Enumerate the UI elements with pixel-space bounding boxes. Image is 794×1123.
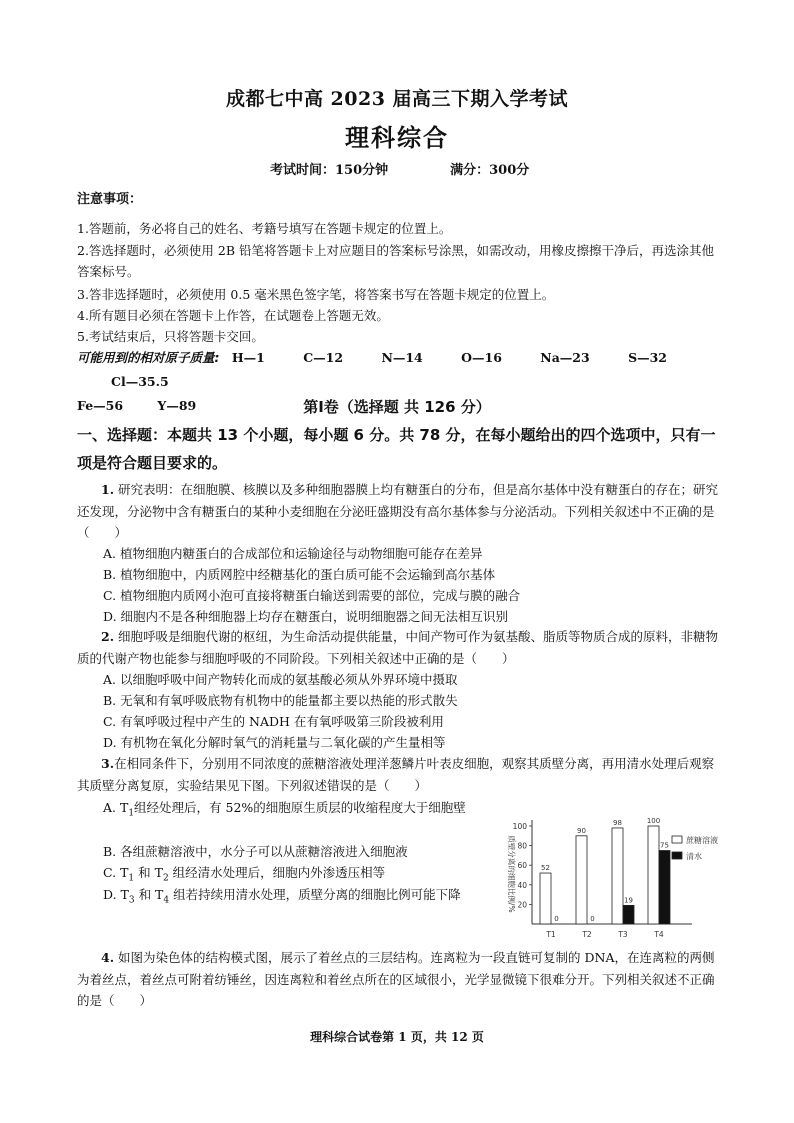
question-3-option-a: [77, 797, 477, 825]
question-3-stem: 在相同条件下，分别用不同浓度的蔗糖溶液处理洋葱鳞片叶表皮细胞，观察其质壁分离，再用清水处理后观察其质壁分离复原，实验结果见下图。下列叙述错误的是（ ）: [77, 756, 715, 793]
chart-value-label-sucrose-t4: 100: [646, 817, 661, 825]
question-1-stem: 研究表明：在细胞膜、核膜以及多种细胞器膜上均有糖蛋白的分布，但是高尔基体中没有糖蛋白的存在；研究还发现，分泌物中含有糖蛋白的某种小麦细胞在分泌旺盛期没有高尔基体参与分泌活动。下列相关叙述中不正确的是（ ）: [77, 482, 719, 540]
chart-ytick-label-40: 40: [517, 880, 527, 890]
question-1: [77, 479, 722, 544]
question-4: [77, 947, 722, 1012]
element-s: S—32: [628, 350, 667, 365]
chart-bar-water-t3: [623, 905, 634, 924]
chart-bar-water-t4: [659, 851, 670, 925]
q3d-pre: D. T: [103, 887, 129, 902]
notice-item-3: 3.答非选择题时，必须使用 0.5 毫米黑色签字笔，将答案书写在答题卡规定的位置上。: [77, 287, 555, 302]
chart-value-label-sucrose-t1: 52: [541, 864, 550, 873]
chart-legend-swatch-sucrose: [672, 836, 682, 843]
question-2: [77, 626, 722, 669]
q3d-mid: 和 T: [134, 887, 164, 902]
element-o: O—16: [461, 350, 502, 365]
chart-value-label-sucrose-t2: 90: [577, 826, 586, 835]
question-1-option-b: B. 植物细胞中，内质网腔中经糖基化的蛋白质可能不会运输到高尔基体: [103, 567, 496, 582]
part1-title: 第Ⅰ卷（选择题 共 126 分）: [303, 398, 491, 416]
chart-legend-label-water: 清水: [686, 852, 702, 861]
q3c-pre: C. T: [103, 865, 129, 880]
element-n: N—14: [381, 350, 423, 365]
chart-category-label-t2: T2: [582, 930, 592, 939]
chart-bar-sucrose-t2: [576, 836, 587, 924]
plasmolysis-bar-chart: [502, 810, 722, 945]
question-2-option-d: D. 有机物在氧化分解时氧气的消耗量与二氧化碳的产生量相等: [103, 735, 446, 750]
chart-value-label-water-t3: 19: [624, 896, 633, 905]
element-c: C—12: [303, 350, 344, 365]
chart-bar-sucrose-t4: [648, 826, 659, 924]
question-2-option-b: B. 无氧和有氧呼吸底物有机物中的能量都主要以热能的形式散失: [103, 693, 458, 708]
chart-legend-label-sucrose: 蔗糖溶液: [686, 836, 718, 845]
question-3-option-b: B. 各组蔗糖溶液中，水分子可以从蔗糖溶液进入细胞液: [103, 844, 408, 859]
exam-score: 满分：300分: [450, 163, 530, 178]
question-2-number: 2.: [101, 629, 115, 644]
element-y: Y—89: [157, 398, 197, 413]
exam-title: 成都七中高 2023 届高三下期入学考试: [225, 88, 569, 110]
element-na: Na—23: [540, 350, 590, 365]
q3a-sub: 1: [128, 808, 135, 819]
notice-item-5: 5.考试结束后，只将答题卡交回。: [77, 329, 264, 344]
chart-ytick-label-100: 100: [512, 822, 527, 831]
chart-value-label-water-t1: 0: [554, 915, 559, 923]
q3a-post: 组经处理后，有 52%的细胞原生质层的收缩程度大于细胞壁: [134, 800, 466, 815]
chart-ytick-label-20: 20: [517, 900, 527, 910]
question-1-option-d: D. 细胞内不是各种细胞器上均存在糖蛋白，说明细胞器之间无法相互识别: [103, 609, 509, 624]
chart-value-label-sucrose-t3: 98: [613, 818, 622, 827]
q3a-pre: A. T: [103, 800, 129, 815]
question-2-option-c: C. 有氧呼吸过程中产生的 NADH 在有氧呼吸第三阶段被利用: [103, 714, 444, 729]
q3c-sub1: 1: [128, 873, 135, 884]
question-4-number: 4.: [101, 950, 115, 965]
question-1-number: 1.: [101, 482, 115, 497]
chart-ylabel: 质壁分离的细胞比例/%: [507, 835, 516, 913]
q3d-sub2: 4: [163, 895, 170, 906]
chart-category-label-t3: T3: [618, 930, 628, 939]
notice-item-4: 4.所有题目必须在答题卡上作答，在试题卷上答题无效。: [77, 308, 389, 323]
q3c-sub2: 2: [162, 873, 169, 884]
element-fe: Fe—56: [77, 398, 124, 413]
chart-category-label-t1: T1: [546, 930, 556, 939]
chart-ytick-label-60: 60: [517, 861, 527, 871]
element-h: H—1: [231, 350, 265, 365]
question-3-number: 3.: [101, 756, 115, 771]
q3d-post: 组若持续用清水处理，质壁分离的细胞比例可能下降: [169, 887, 461, 902]
question-2-option-a: A. 以细胞呼吸中间产物转化而成的氨基酸必须从外界环境中摄取: [103, 672, 458, 687]
question-2-stem: 细胞呼吸是细胞代谢的枢纽，为生命活动提供能量，中间产物可作为氨基酸、脂质等物质合成的原料，非糖物质的代谢产物也能参与细胞呼吸的不同阶段。下列相关叙述中正确的是（ ）: [77, 629, 719, 666]
chart-value-label-water-t4: 75: [660, 841, 669, 850]
chart-bar-sucrose-t3: [612, 828, 623, 924]
chart-ytick-label-80: 80: [517, 841, 527, 851]
question-1-option-c: C. 植物细胞内质网小泡可直接将糖蛋白输送到需要的部位，完成与膜的融合: [103, 588, 521, 603]
chart-category-label-t4: T4: [654, 930, 664, 939]
question-3-option-d: [77, 884, 477, 912]
notice-heading: 注意事项：: [77, 192, 143, 207]
chart-legend-swatch-water: [672, 852, 682, 859]
subject-title: 理科综合: [345, 123, 449, 152]
q3c-mid: 和 T: [134, 865, 163, 880]
question-4-stem: 如图为染色体的结构模式图，展示了着丝点的三层结构。连离粒为一段直链可复制的 DNA，在连离粒的两侧为着丝点，着丝点可附着纺锤丝，因连离粒和着丝点所在的区域很小，光学显微镜下很难分开。下列相关叙述不正确的是（ ）: [77, 950, 715, 1008]
chart-value-label-water-t2: 0: [590, 915, 595, 923]
question-3: [77, 753, 722, 796]
exam-meta: [270, 159, 529, 178]
exam-time: 考试时间：150分钟: [270, 163, 389, 178]
q3d-sub1: 3: [128, 895, 135, 906]
element-cl: Cl—35.5: [111, 374, 169, 389]
chart-bar-sucrose-t1: [540, 873, 551, 924]
notice-item-2: 2.答选择题时，必须使用 2B 铅笔将答题卡上对应题目的答案标号涂黑，如需改动，用橡皮擦擦干净后，再选涂其他答案标号。: [77, 243, 715, 279]
question-1-option-a: A. 植物细胞内糖蛋白的合成部位和运输途径与动物细胞可能存在差异: [103, 546, 483, 561]
page-footer: 理科综合试卷第 1 页，共 12 页: [310, 1030, 484, 1044]
notice-item-1: 1.答题前，务必将自己的姓名、考籍号填写在答题卡规定的位置上。: [77, 221, 452, 236]
atomic-label: 可能用到的相对原子质量:: [77, 350, 220, 365]
q3c-post: 组经清水处理后，细胞内外渗透压相等: [168, 865, 386, 880]
section1-heading: 一、选择题：本题共 13 个小题，每小题 6 分。共 78 分，在每小题给出的四个选项中，只有一项是符合题目要求的。: [77, 426, 716, 472]
